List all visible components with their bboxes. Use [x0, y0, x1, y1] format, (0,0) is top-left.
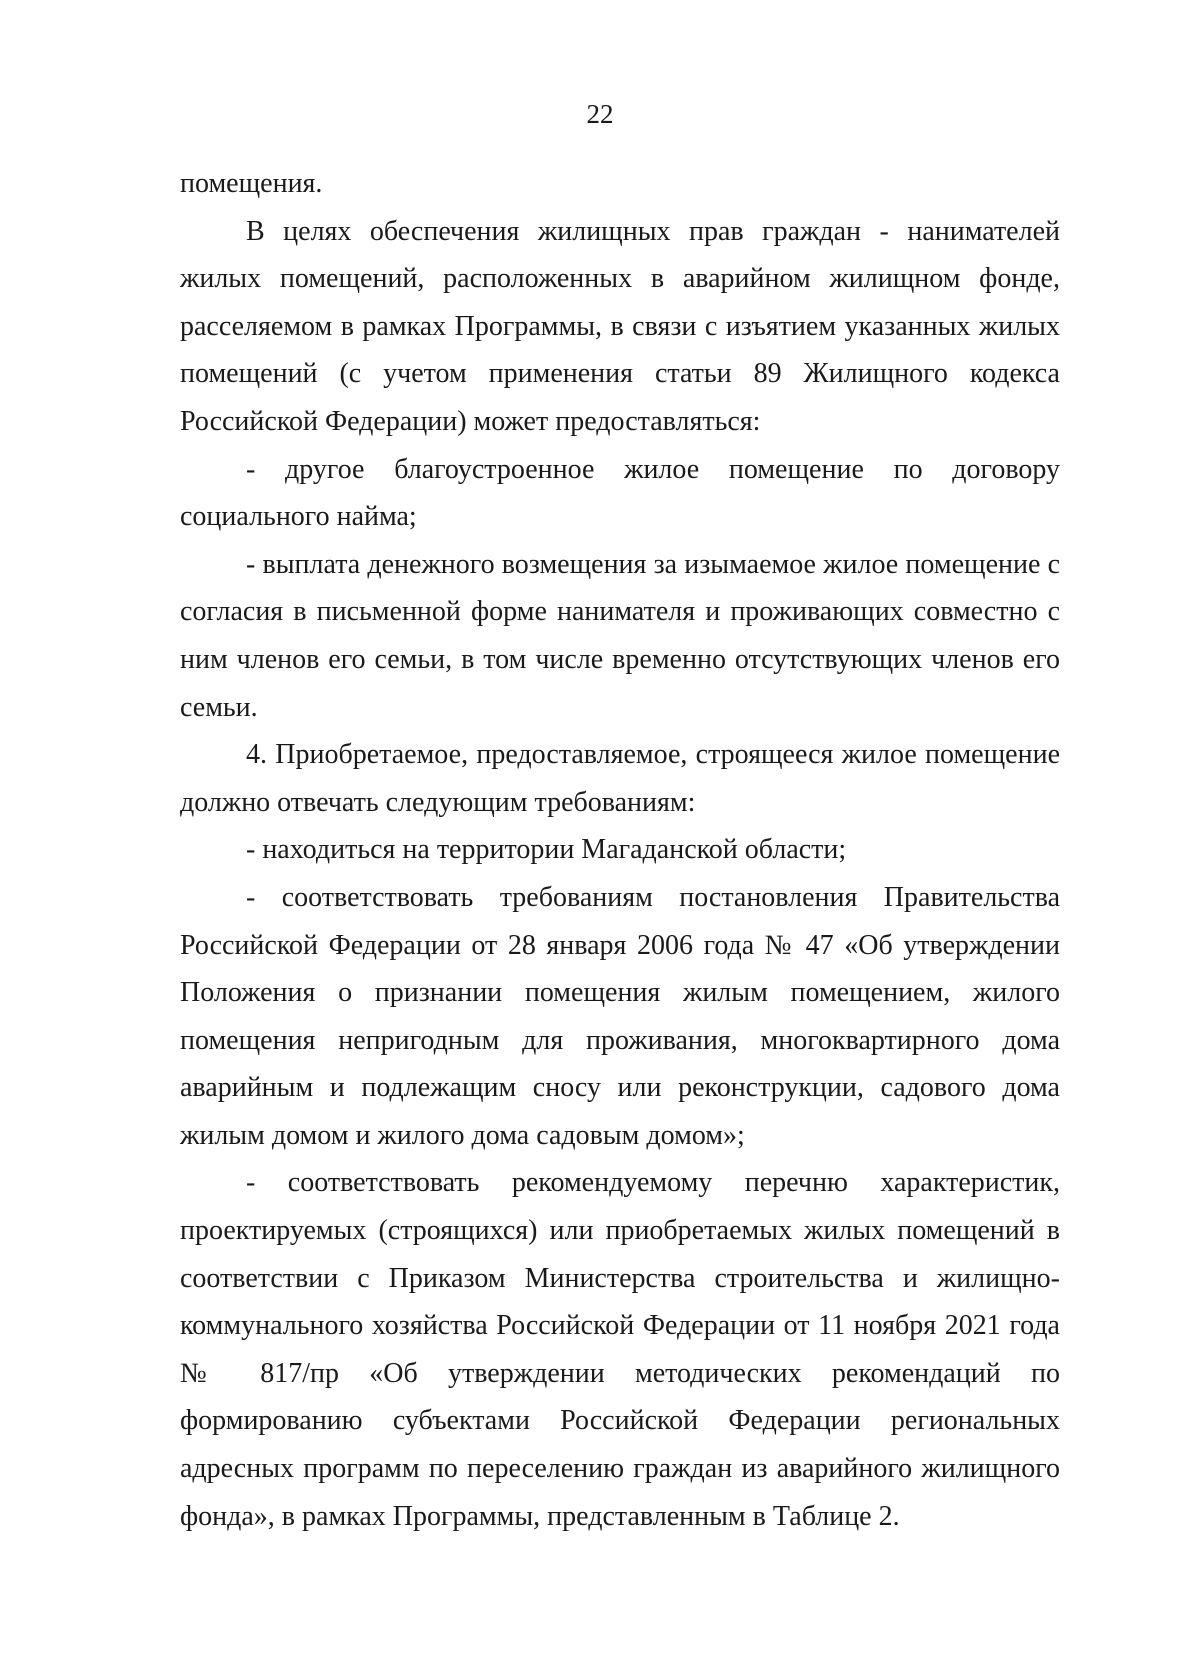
- page-number: 22: [586, 99, 614, 129]
- paragraph-requirement-decree-47: - соответствовать требованиям постановления Правительства Российской Федерации от 28 января 2006 года № 47 «Об утверждении Положения о признании помещения жилым помещением, жилого помещения непригодным для проживания, многоквартирного дома аварийным и подлежащим сносу или реконструкции, садового дома жилым домом и жилого дома садовым домом»;: [180, 881, 1060, 1151]
- paragraph-requirements-heading: 4. Приобретаемое, предоставляемое, строящееся жилое помещение должно отвечать следующим требованиям:: [180, 739, 1060, 818]
- document-body: [180, 160, 1060, 1540]
- paragraph-requirement-order-817: - соответствовать рекомендуемому перечню характеристик, проектируемых (строящихся) или приобретаемых жилых помещений в соответствии с Приказом Министерства строительства и жилищно-коммунального хозяйства Российской Федерации от 11 ноября 2021 года № 817/пр «Об утверждении методических рекомендаций по формированию субъектами Российской Федерации региональных адресных программ по переселению граждан из аварийного жилищного фонда», в рамках Программы, представленным в Таблице 2.: [180, 1167, 1060, 1532]
- paragraph-housing-rights: В целях обеспечения жилищных прав граждан - нанимателей жилых помещений, расположенных в аварийном жилищном фонде, расселяемом в рамках Программы, в связи с изъятием указанных жилых помещений (с учетом применения статьи 89 Жилищного кодекса Российской Федерации) может предоставляться:: [180, 215, 1060, 437]
- paragraph-social-rent-option: - другое благоустроенное жилое помещение по договору социального найма;: [180, 453, 1060, 533]
- paragraph-continuation: помещения.: [180, 168, 323, 199]
- paragraph-requirement-territory: - находиться на территории Магаданской области;: [246, 834, 847, 866]
- paragraph-compensation-option: - выплата денежного возмещения за изымаемое жилое помещение с согласия в письменной форме нанимателя и проживающих совместно с ним членов его семьи, в том числе временно отсутствующих членов его семьи.: [180, 548, 1060, 723]
